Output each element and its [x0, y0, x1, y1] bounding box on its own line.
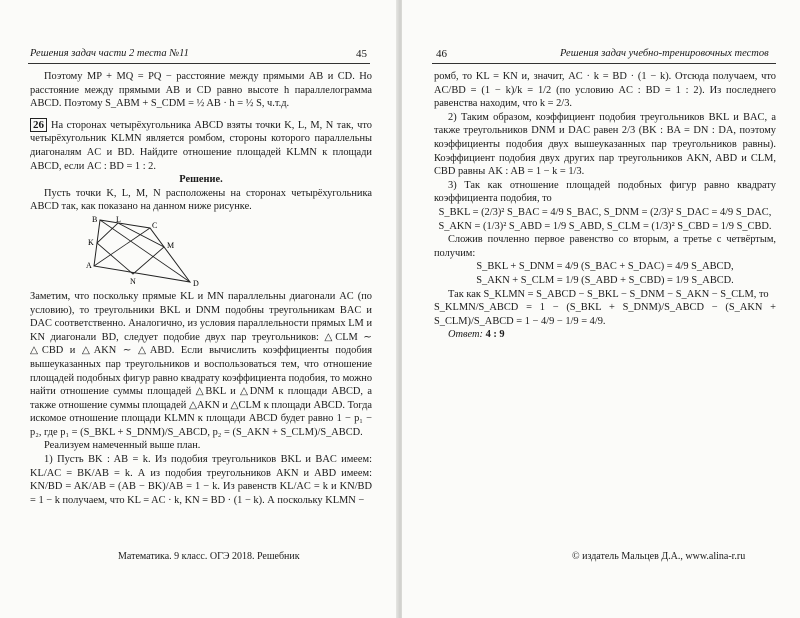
- left-body: [30, 70, 372, 507]
- label-n: N: [130, 276, 136, 286]
- equation-5: S_KLMN/S_ABCD = 1 − (S_BKL + S_DNM)/S_ABCD − (S_AKN + S_CLM)/S_ABCD = 1 − 4/9 − 1/9 = 4/9.: [434, 302, 776, 327]
- right-footer: © издатель Мальцев Д.А., www.alina-r.ru: [572, 551, 746, 562]
- equation-3: S_BKL + S_DNM = 4/9 (S_BAC + S_DAC) = 4/9 S_ABCD,: [476, 261, 734, 273]
- analysis-paragraph: Заметим, что поскольку прямые KL и MN параллельны диагонали AC (по условию), то треугольники BKL и DNM подобны треугольникам BAC и DAC соответственно. Аналогично, из условия параллельности прямых LM и KN диагонали BD, следует подобие двух пар треугольников: △CLM ∼ △CBD и △AKN ∼ △ABD. Если вычислить коэффициенты подобия вышеуказанных пар треугольников и воспользоваться тем, что отношение площадей подобных фигур равно квадрату коэффициента подобия, то можно найти отношение суммы площадей △BKL и △DNM к площади ABCD, а также отношение суммы площадей △AKN и △CLM к площади ABCD. Тогда искомое отношение площади KLMN к площади ABCD будет равно 1 − p₁ − p₂, где p₁ = (S_BKL + S_DNM)/S_ABCD, p₂ = (S_AKN + S_CLM)/S_ABCD.: [30, 290, 373, 438]
- proof-ending: Поэтому MP + MQ = PQ − расстояние между прямыми AB и CD. Но расстояние между прямыми AB и CD равно высоте h параллелограмма ABCD. Поэтому S_ABM + S_CDM = ½ AB · h = ½ S, ч.т.д.: [30, 71, 372, 110]
- quadrilateral-figure: [86, 216, 206, 288]
- sum-paragraph: Сложив почленно первое равенство со вторым, а третье с четвёртым, получим:: [434, 234, 776, 259]
- right-page: [402, 0, 800, 618]
- right-header-title: Решения задач учебно-тренировочных тестов: [560, 48, 769, 59]
- left-footer: Математика. 9 класс. ОГЭ 2018. Решебник: [118, 551, 300, 562]
- label-b: B: [92, 215, 98, 224]
- solution-intro: Пусть точки K, L, M, N расположены на сторонах четырёхугольника ABCD так, как показано на данном ниже рисунке.: [30, 187, 372, 213]
- step1-paragraph: 1) Пусть BK : AB = k. Из подобия треугольников BKL и BAC имеем: KL/AC = BK/AB = k. А из подобия треугольников AKN и ABD имеем: KN/BD = AK/AB = (AB − BK)/AB = 1 − k. Из равенств KL/AC = k и KN/BD = 1 − k получаем, что KL = AC · k, KN = BD · (1 − k). А поскольку KLMN −: [30, 454, 372, 506]
- label-l: L: [116, 215, 121, 224]
- left-header-rule: [28, 63, 370, 64]
- right-body: [434, 70, 776, 342]
- equation-4: S_AKN + S_CLM = 1/9 (S_ABD + S_CBD) = 1/9 S_ABCD.: [476, 274, 734, 286]
- equation-1: S_BKL = (2/3)² S_BAC = 4/9 S_BAC, S_DNM = (2/3)² S_DAC = 4/9 S_DAC,: [438, 206, 772, 218]
- right-header-rule: [432, 63, 776, 64]
- label-d: D: [193, 278, 199, 288]
- label-c: C: [152, 220, 158, 230]
- label-k: K: [88, 237, 94, 247]
- problem-statement: [30, 119, 372, 173]
- quad-abcd: [94, 220, 190, 282]
- diagonal-ac: [94, 228, 150, 266]
- problem-number: 26: [30, 118, 47, 132]
- answer-label: Ответ:: [448, 329, 483, 341]
- problem-text: На сторонах четырёхугольника ABCD взяты точки K, L, M, N так, что четырёхугольник KLMN является ромбом, стороны которого параллельны диагоналям AC и BD. Найдите отношение площадей KLMN к площади ABCD, если AC : BD = 1 : 2.: [30, 119, 372, 172]
- label-m: M: [167, 240, 175, 250]
- area-paragraph: Так как S_KLMN = S_ABCD − S_BKL − S_DNM − S_AKN − S_CLM, то: [448, 288, 769, 300]
- solution-heading: Решение.: [179, 174, 223, 186]
- rhombus-paragraph: ромб, то KL = KN и, значит, AC · k = BD · (1 − k). Отсюда получаем, что AC/BD = (1 − k)/k = 1/2 (по условию AC : BD = 1 : 2). Из последнего равенства находим, что k = 2/3.: [434, 71, 776, 110]
- answer-value: 4 : 9: [485, 329, 505, 341]
- left-page-number: 45: [356, 48, 367, 60]
- left-header-title: Решения задач части 2 теста №11: [30, 48, 189, 59]
- label-a: A: [86, 260, 92, 270]
- answer-line: [434, 328, 776, 342]
- step2-paragraph: 2) Таким образом, коэффициент подобия треугольников BKL и BAC, а также треугольников DNM и DAC равен 2/3 (BK : BA = DN : DA, поэтому коэффициенты подобия двух вышеуказанных пар треугольников равны). Коэффициент подобия двух других пар треугольников AKN, ABD и CLM, CBD равны AK : AB = 1 − k = 1/3.: [434, 111, 776, 178]
- step3-paragraph: 3) Так как отношение площадей подобных фигур равно квадрату коэффициента подобия, то: [434, 179, 776, 205]
- right-page-number: 46: [436, 48, 447, 60]
- rhombus-klmn: [97, 220, 164, 274]
- diagonal-bd: [100, 220, 190, 282]
- left-page: [0, 0, 398, 618]
- plan-paragraph: Реализуем намеченный выше план.: [44, 440, 201, 452]
- equation-2: S_AKN = (1/3)² S_ABD = 1/9 S_ABD, S_CLM = (1/3)² S_CBD = 1/9 S_CBD.: [438, 220, 772, 232]
